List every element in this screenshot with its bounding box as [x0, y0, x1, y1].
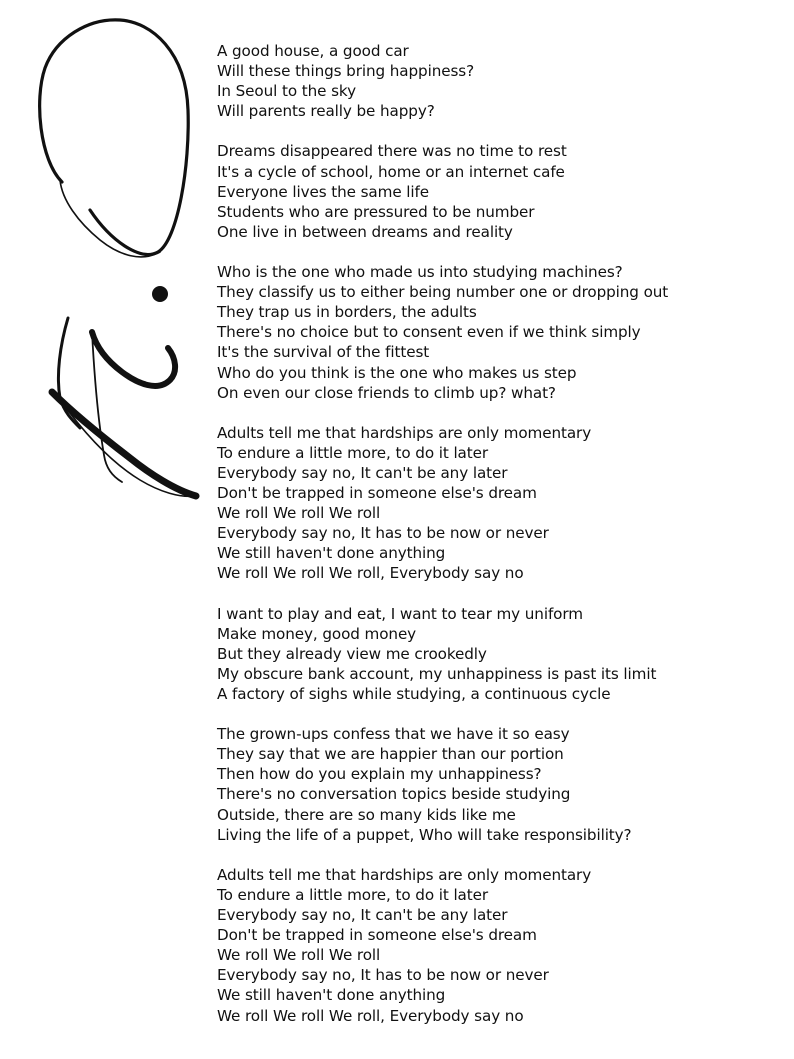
letter-o-stroke [40, 20, 189, 255]
lyric-line: Outside, there are so many kids like me [217, 805, 516, 824]
lyric-line: Make money, good money [217, 624, 417, 643]
lyric-line: One live in between dreams and reality [217, 222, 513, 241]
lyric-line: Don't be trapped in someone else's dream [217, 926, 537, 945]
lyric-line: There's no conversation topics beside studying [217, 785, 571, 804]
lyric-line: A good house, a good car [217, 42, 409, 60]
lyric-line: Everybody say no, It can't be any later [217, 463, 508, 482]
lyric-line: I want to play and eat, I want to tear my uniform [217, 604, 583, 623]
period-dot [152, 286, 168, 302]
lyric-line: We roll We roll We roll, Everybody say no [217, 564, 524, 583]
lyric-line: On even our close friends to climb up? what? [217, 383, 556, 402]
stanza [217, 262, 777, 403]
lyric-line: Students who are pressured to be number [217, 202, 535, 221]
stanza [217, 423, 777, 584]
lyric-line: Who do you think is the one who makes us step [217, 363, 577, 382]
stanza [217, 724, 777, 845]
lyric-line: Don't be trapped in someone else's dream [217, 484, 537, 503]
lyric-line: To endure a little more, to do it later [217, 885, 489, 904]
lyric-line: Adults tell me that hardships are only momentary [217, 865, 592, 884]
lyric-line: We still haven't done anything [217, 544, 446, 563]
lyric-line: Living the life of a puppet, Who will take responsibility? [217, 825, 632, 844]
lyric-line: But they already view me crookedly [217, 644, 487, 663]
lyric-line: Will parents really be happy? [217, 102, 435, 121]
lyric-line: We roll We roll We roll [217, 504, 381, 523]
lyric-line: Dreams disappeared there was no time to rest [217, 142, 567, 161]
lyric-line: To endure a little more, to do it later [217, 443, 489, 462]
lyric-line: They classify us to either being number one or dropping out [217, 283, 669, 302]
letter-n-diagonal-stroke [52, 392, 196, 496]
lyric-line: We roll We roll We roll, Everybody say no [217, 1006, 524, 1025]
title-script-svg [0, 0, 215, 520]
lyric-line: Then how do you explain my unhappiness? [217, 765, 542, 784]
lyric-line: Will these things bring happiness? [217, 62, 475, 81]
handwritten-title-art [0, 0, 215, 520]
letter-o-tail [60, 180, 160, 257]
stanza [217, 865, 777, 1026]
lyric-line: A factory of sighs while studying, a continuous cycle [217, 685, 611, 703]
lyric-line: Everybody say no, It has to be now or never [217, 524, 549, 543]
lyric-line: In Seoul to the sky [217, 82, 356, 101]
lyric-line: We still haven't done anything [217, 986, 446, 1005]
lyric-line: Who is the one who made us into studying machines? [217, 263, 623, 282]
lyric-line: Everybody say no, It has to be now or never [217, 966, 549, 985]
lyric-line: It's a cycle of school, home or an internet cafe [217, 162, 565, 181]
lyric-line: The grown-ups confess that we have it so easy [217, 725, 570, 744]
lyric-line: Everybody say no, It can't be any later [217, 906, 508, 925]
stanza [217, 41, 777, 121]
lyric-line: It's the survival of the fittest [217, 343, 430, 362]
lyric-line: Adults tell me that hardships are only momentary [217, 423, 592, 442]
lyric-line: We roll We roll We roll [217, 946, 381, 965]
stanza [217, 141, 777, 241]
lyrics-body [217, 41, 777, 1026]
stanza [217, 604, 777, 704]
lyric-line: Everyone lives the same life [217, 182, 430, 201]
letter-n-right-stroke [92, 332, 175, 386]
lyric-line: My obscure bank account, my unhappiness is past its limit [217, 664, 657, 683]
lyric-line: They say that we are happier than our portion [217, 745, 564, 764]
lyric-line: They trap us in borders, the adults [217, 303, 477, 322]
lyric-line: There's no choice but to consent even if we think simply [217, 323, 641, 342]
